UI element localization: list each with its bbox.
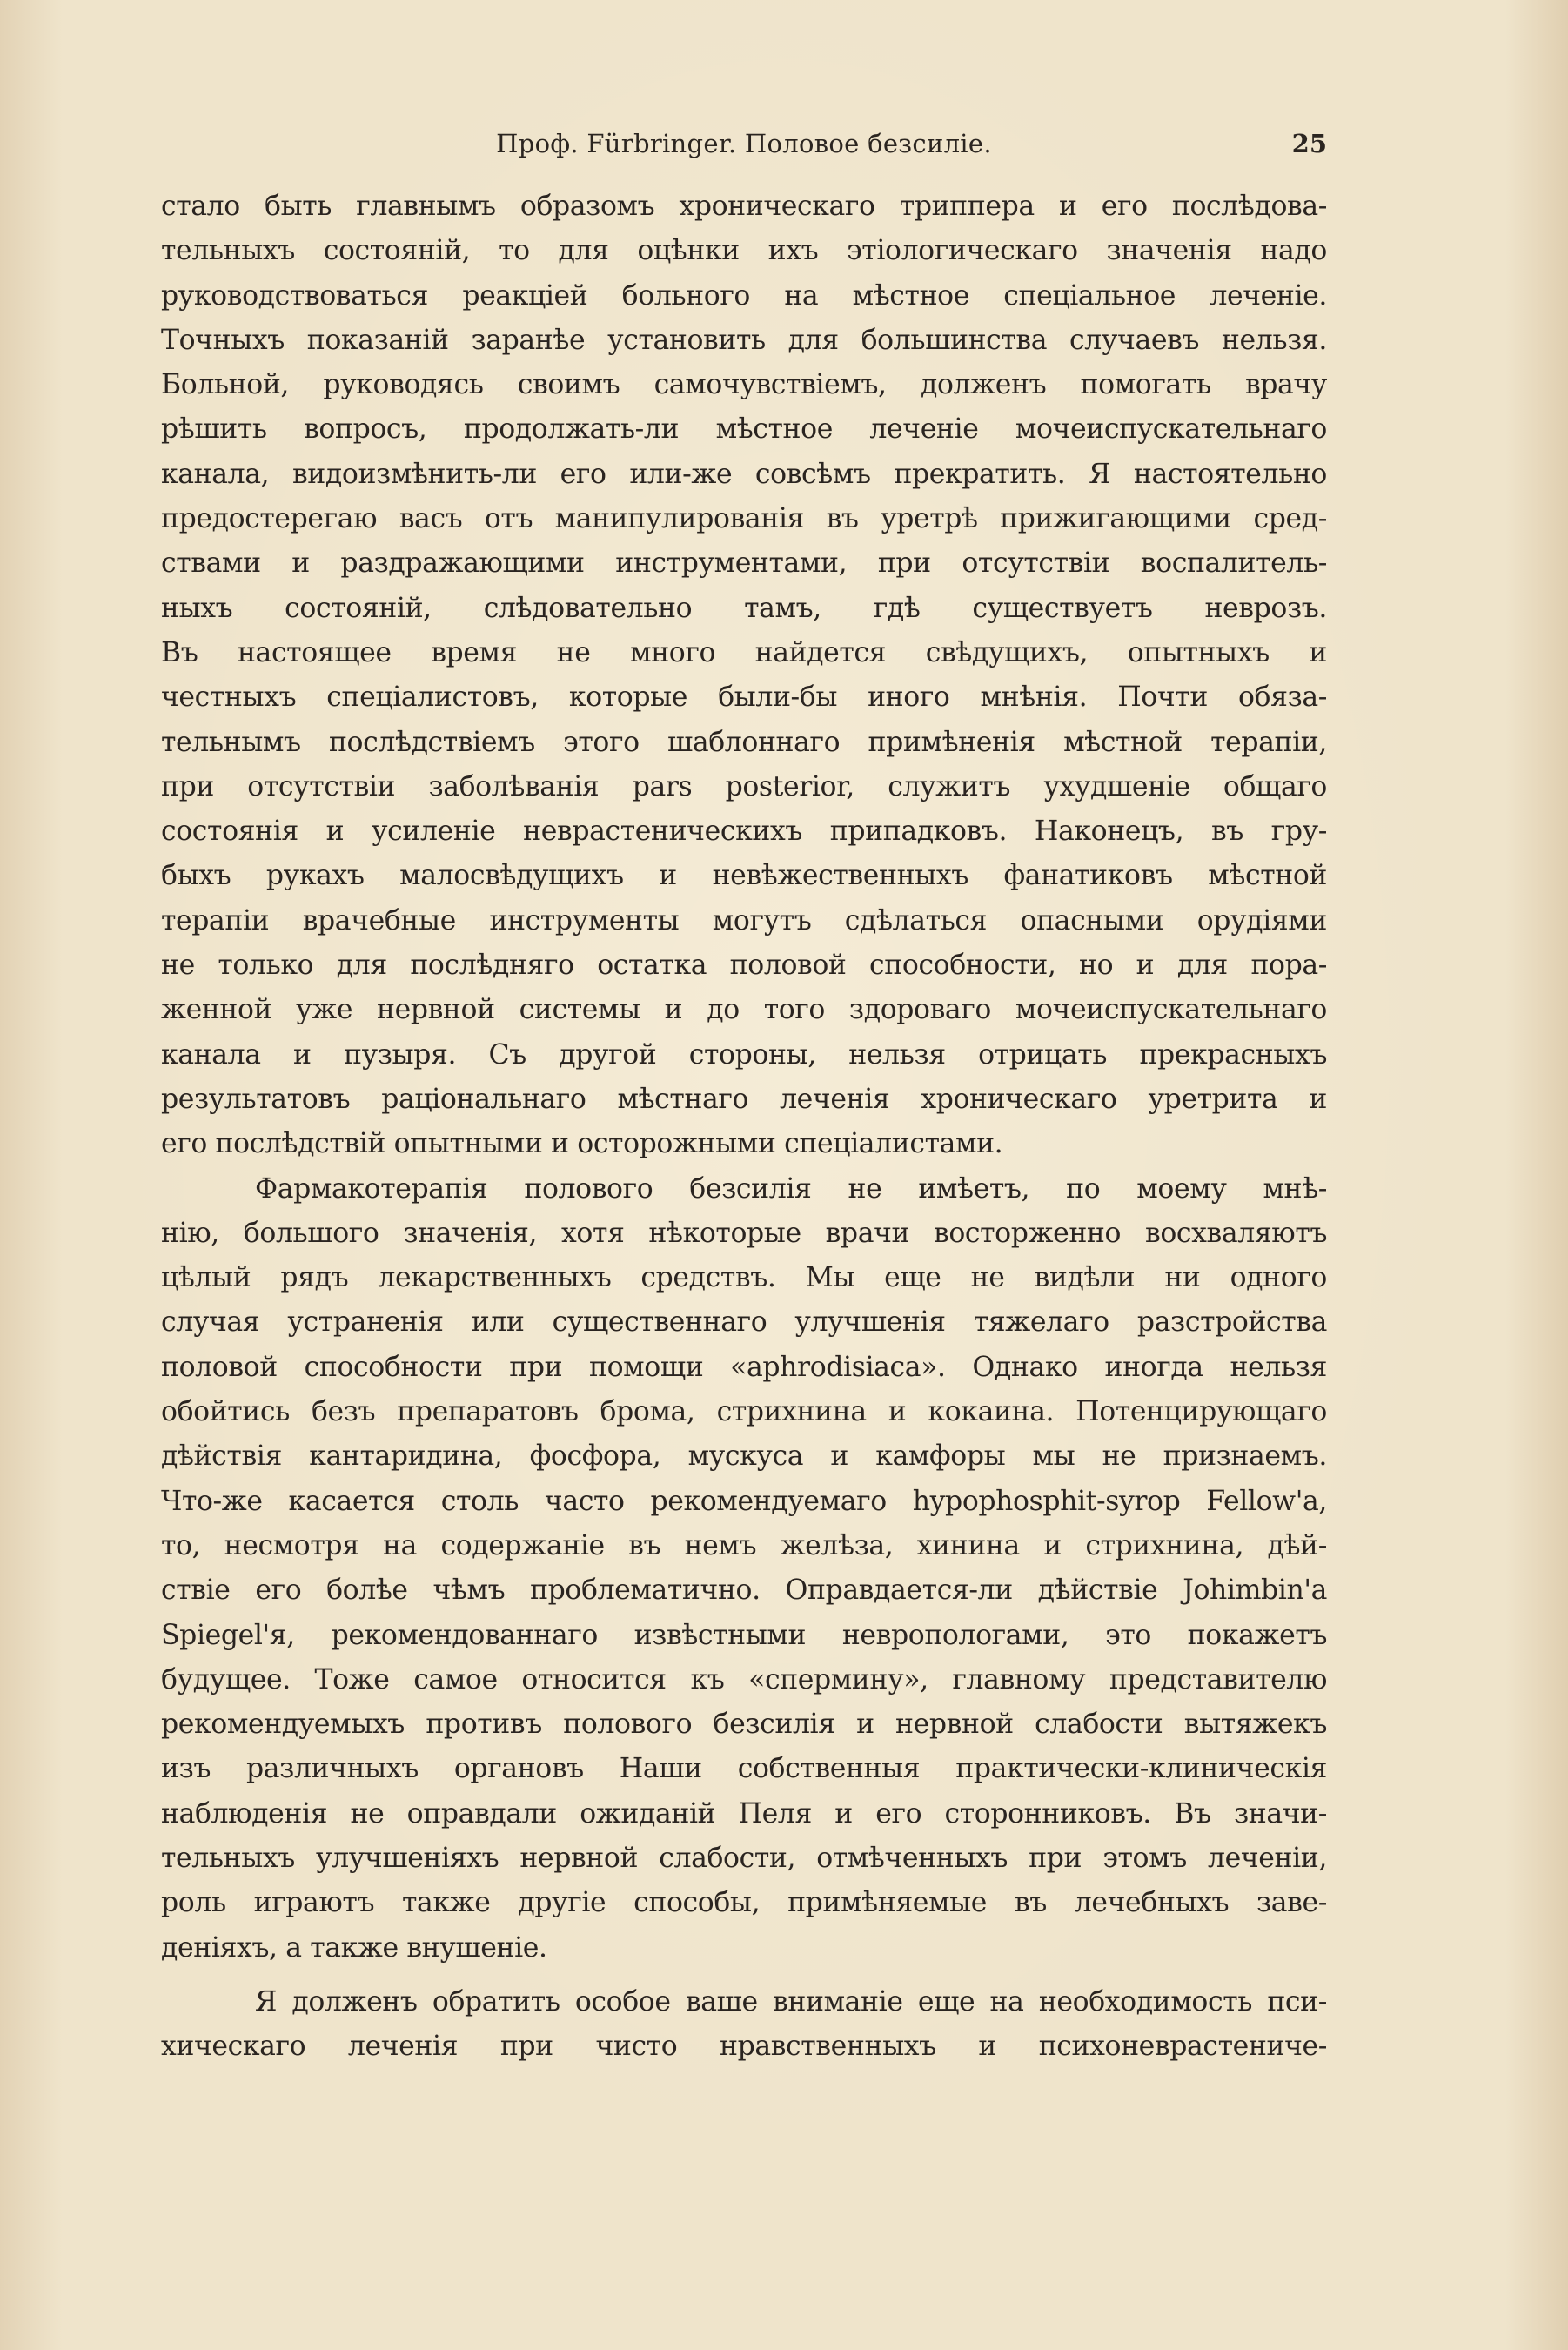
text-line: канала, видоизмѣнить-ли его или-же совсѣмъ прекратить. Я настоятельно: [161, 458, 1327, 490]
text-line: будущее. Тоже самое относится къ «спермину», главному представителю: [161, 1663, 1327, 1695]
text-line: рекомендуемыхъ противъ полового безсилія и нервной слабости вытяжекъ: [161, 1709, 1327, 1741]
text-line: при отсутствіи заболѣванія pars posterior, служитъ ухудшеніе общаго: [161, 770, 1327, 802]
paragraph-spacer: [161, 1971, 1327, 1980]
text-line: случая устраненія или существеннаго улучшенія тяжелаго разстройства: [161, 1306, 1327, 1339]
text-line: Точныхъ показаній заранѣе установить для большинства случаевъ нельзя.: [161, 324, 1327, 356]
text-line: деніяхъ, а также внушеніе.: [161, 1931, 547, 1964]
page-header: [161, 129, 1327, 172]
text-line: Въ настоящее время не много найдется свѣдущихъ, опытныхъ и: [161, 636, 1327, 668]
running-title: Проф. Fürbringer. Половое безсиліе.: [496, 129, 992, 158]
text-line: дѣйствія кантаридина, фосфора, мускуса и камфоры мы не признаемъ.: [161, 1440, 1327, 1473]
text-line: нію, большого значенія, хотя нѣкоторые врачи восторженно восхваляютъ: [161, 1217, 1327, 1249]
text-line: результатовъ раціональнаго мѣстнаго леченія хроническаго уретрита и: [161, 1083, 1327, 1115]
text-line: тельныхъ улучшеніяхъ нервной слабости, отмѣченныхъ при этомъ леченіи,: [161, 1842, 1327, 1874]
text-line: рѣшить вопросъ, продолжать-ли мѣстное леченіе мочеиспускательнаго: [161, 413, 1327, 446]
text-line: цѣлый рядъ лекарственныхъ средствъ. Мы еще не видѣли ни одного: [161, 1262, 1327, 1294]
text-line: изъ различныхъ органовъ Наши собственныя практически-клиническія: [161, 1753, 1327, 1785]
text-line: тельнымъ послѣдствіемъ этого шаблоннаго примѣненія мѣстной терапіи,: [161, 726, 1327, 758]
text-line: Больной, руководясь своимъ самочувствіемъ, долженъ помогать врачу: [161, 369, 1327, 401]
text-line: руководствоваться реакціей больного на мѣстное спеціальное леченіе.: [161, 279, 1327, 312]
text-line: обойтись безъ препаратовъ брома, стрихнина и кокаина. Потенцирующаго: [161, 1396, 1327, 1428]
text-line: терапіи врачебные инструменты могутъ сдѣлаться опасными орудіями: [161, 904, 1327, 937]
page-number: 25: [1291, 129, 1327, 158]
text-line: ствами и раздражающими инструментами, при отсутствіи воспалитель-: [161, 547, 1327, 580]
paragraph-1: [161, 185, 1327, 1167]
text-line: Фармакотерапія полового безсилія не имѣетъ, по моему мнѣ-: [255, 1172, 1327, 1205]
text-line: половой способности при помощи «aphrodisiaca». Однако иногда нельзя: [161, 1351, 1327, 1383]
text-line: его послѣдствій опытными и осторожными спеціалистами.: [161, 1128, 1003, 1160]
text-line: Я долженъ обратить особое ваше вниманіе еще на необходимость пси-: [255, 1985, 1327, 2018]
text-line: стало быть главнымъ образомъ хроническаго триппера и его послѣдова-: [161, 191, 1327, 222]
text-line: женной уже нервной системы и до того здороваго мочеиспускательнаго: [161, 994, 1327, 1026]
paragraph-3: [161, 1980, 1327, 2070]
paragraph-2: [161, 1167, 1327, 1971]
text-line: ныхъ состояній, слѣдовательно тамъ, гдѣ существуетъ неврозъ.: [161, 592, 1327, 624]
text-line: состоянія и усиленіе неврастеническихъ припадковъ. Наконецъ, въ гру-: [161, 816, 1327, 848]
text-line: хическаго леченія при чисто нравственныхъ и психоневрастениче-: [161, 2031, 1327, 2063]
text-line: быхъ рукахъ малосвѣдущихъ и невѣжественныхъ фанатиковъ мѣстной: [161, 860, 1327, 892]
text-line: тельныхъ состояній, то для оцѣнки ихъ этіологическаго значенія надо: [161, 235, 1327, 267]
text-line: не только для послѣдняго остатка половой способности, но и для пора-: [161, 950, 1327, 982]
body-text: [161, 185, 1327, 2069]
text-line: ствіе его болѣе чѣмъ проблематично. Оправдается-ли дѣйствіе Johimbin'а: [161, 1574, 1327, 1607]
text-line: предостерегаю васъ отъ манипулированія въ уретрѣ прижигающими сред-: [161, 503, 1327, 535]
text-line: канала и пузыря. Съ другой стороны, нельзя отрицать прекрасныхъ: [161, 1038, 1327, 1071]
text-line: честныхъ спеціалистовъ, которые были-бы иного мнѣнія. Почти обяза-: [161, 682, 1327, 714]
text-line: роль играютъ также другіе способы, примѣняемые въ лечебныхъ заве-: [161, 1887, 1327, 1919]
text-line: Spiegel'я, рекомендованнаго извѣстными невропологами, это покажетъ: [161, 1619, 1327, 1651]
text-line: Что-же касается столь часто рекомендуемаго hypophosphit-syrop Fellow'а,: [161, 1485, 1327, 1517]
text-line: то, несмотря на содержаніе въ немъ желѣза, хинина и стрихнина, дѣй-: [161, 1529, 1327, 1561]
text-line: наблюденія не оправдали ожиданій Пеля и его сторонниковъ. Въ значи-: [161, 1797, 1327, 1830]
